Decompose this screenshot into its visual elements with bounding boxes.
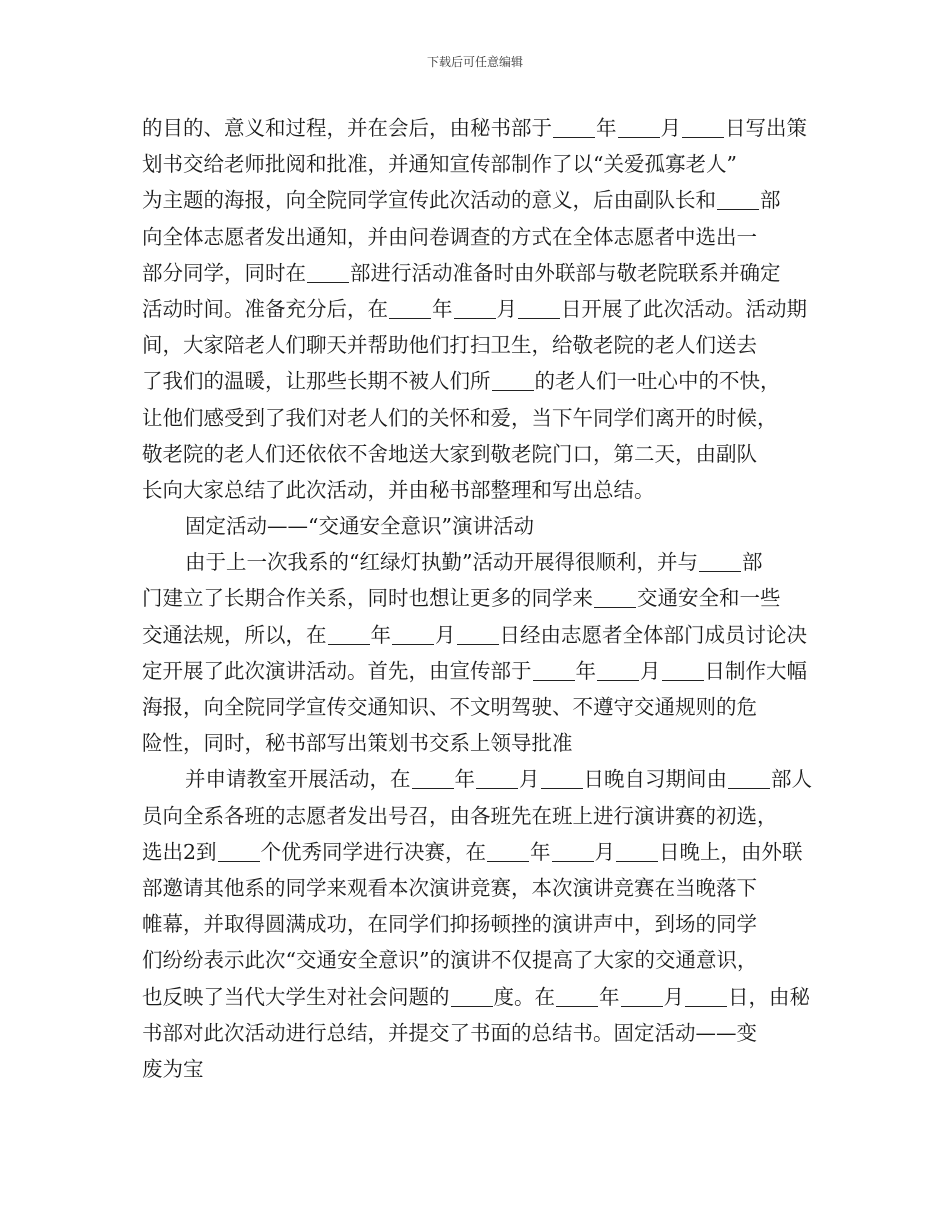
text-line: 门建立了长期合作关系，同时也想让更多的同学来 交通安全和一些: [142, 586, 781, 611]
text-line: 间，大家陪老人们聊天并帮助他们打扫卫生，给敬老院的老人们送去: [142, 333, 757, 358]
text-line: 并申请教室开展活动，在 年 月 日晚自习期间由 部人: [185, 767, 813, 792]
fill-in-blank: [392, 624, 434, 645]
text-line: 们纷纷表示此次“交通安全意识”的演讲不仅提高了大家的交通意识，: [142, 948, 758, 973]
fill-in-blank: [518, 298, 560, 319]
fill-in-blank: [616, 841, 658, 862]
fill-in-blank: [685, 986, 727, 1007]
text-line: 由于上一次我系的“红绿灯执勤”活动开展得很顺利，并与 部: [185, 550, 763, 575]
text-line: 活动时间。准备充分后，在 年 月 日开展了此次活动。活动期: [142, 296, 807, 321]
text-line: 员向全系各班的志愿者发出号召，由各班先在班上进行演讲赛的初选，: [142, 803, 778, 828]
text-line: 了我们的温暖，让那些长期不被人们所 的老人们一吐心中的不快，: [142, 369, 781, 394]
text-line: 让他们感受到了我们对老人们的关怀和爱，当下午同学们离开的时候，: [142, 405, 778, 430]
fill-in-blank: [556, 986, 598, 1007]
text-line: 也反映了当代大学生对社会问题的 度。在 年 月 日，由秘: [142, 984, 810, 1009]
fill-in-blank: [621, 986, 663, 1007]
fill-in-blank: [662, 660, 704, 681]
fill-in-blank: [454, 298, 496, 319]
text-line: 为主题的海报，向全院同学宣传此次活动的意义，后由副队长和 部: [142, 188, 781, 213]
text-line: 交通法规，所以，在 年 月 日经由志愿者全体部门成员讨论决: [142, 622, 807, 647]
fill-in-blank: [597, 660, 639, 681]
fill-in-blank: [553, 117, 595, 138]
fill-in-blank: [451, 986, 493, 1007]
fill-in-blank: [412, 768, 454, 789]
fill-in-blank: [717, 189, 759, 210]
document-body: [142, 110, 822, 1087]
fill-in-blank: [476, 768, 518, 789]
fill-in-blank: [218, 841, 260, 862]
page-header: 下载后可任意编辑: [426, 55, 523, 69]
fill-in-blank: [594, 587, 636, 608]
text-line: 险性，同时，秘书部写出策划书交系上领导批准: [142, 731, 573, 756]
fill-in-blank: [307, 262, 349, 283]
fill-in-blank: [699, 551, 741, 572]
fill-in-blank: [541, 768, 583, 789]
text-line: 海报，向全院同学宣传交通知识、不文明驾驶、不遵守交通规则的危: [142, 695, 757, 719]
fill-in-blank: [728, 768, 770, 789]
text-line: 部分同学，同时在 部进行活动准备时由外联部与敬老院联系并确定: [142, 260, 781, 285]
fill-in-blank: [328, 624, 370, 645]
fill-in-blank: [533, 660, 575, 681]
text-line: 的目的、意义和过程，并在会后，由秘书部于 年 月 日写出策: [142, 116, 807, 140]
fill-in-blank: [552, 841, 594, 862]
text-line: 划书交给老师批阅和批准，并通知宣传部制作了以“关爱孤寡老人”: [142, 152, 737, 177]
fill-in-blank: [487, 841, 529, 862]
text-line: 敬老院的老人们还依依不舍地送大家到敬老院门口，第二天，由副队: [142, 441, 757, 466]
fill-in-blank: [682, 117, 724, 138]
text-line: 废为宝: [142, 1056, 204, 1081]
text-line: 定开展了此次演讲活动。首先，由宣传部于 年 月 日制作大幅: [142, 658, 807, 683]
text-line: 长向大家总结了此次活动，并由秘书部整理和写出总结。: [142, 477, 655, 502]
section-heading: 固定活动——“交通安全意识”演讲活动: [185, 514, 535, 539]
fill-in-blank: [457, 624, 499, 645]
text-line: 向全体志愿者发出通知，并由问卷调查的方式在全体志愿者中选出一: [142, 224, 757, 249]
fill-in-blank: [389, 298, 431, 319]
text-line: 帷幕，并取得圆满成功，在同学们抑扬顿挫的演讲声中，到场的同学: [142, 912, 757, 937]
fill-in-blank: [618, 117, 660, 138]
text-line: 书部对此次活动进行总结，并提交了书面的总结书。固定活动——变: [142, 1020, 757, 1045]
text-line: 部邀请其他系的同学来观看本次演讲竞赛，本次演讲竞赛在当晚落下: [142, 875, 757, 900]
text-line: 选出2到 个优秀同学进行决赛，在 年 月 日晚上，由外联: [142, 839, 803, 864]
fill-in-blank: [492, 370, 534, 391]
